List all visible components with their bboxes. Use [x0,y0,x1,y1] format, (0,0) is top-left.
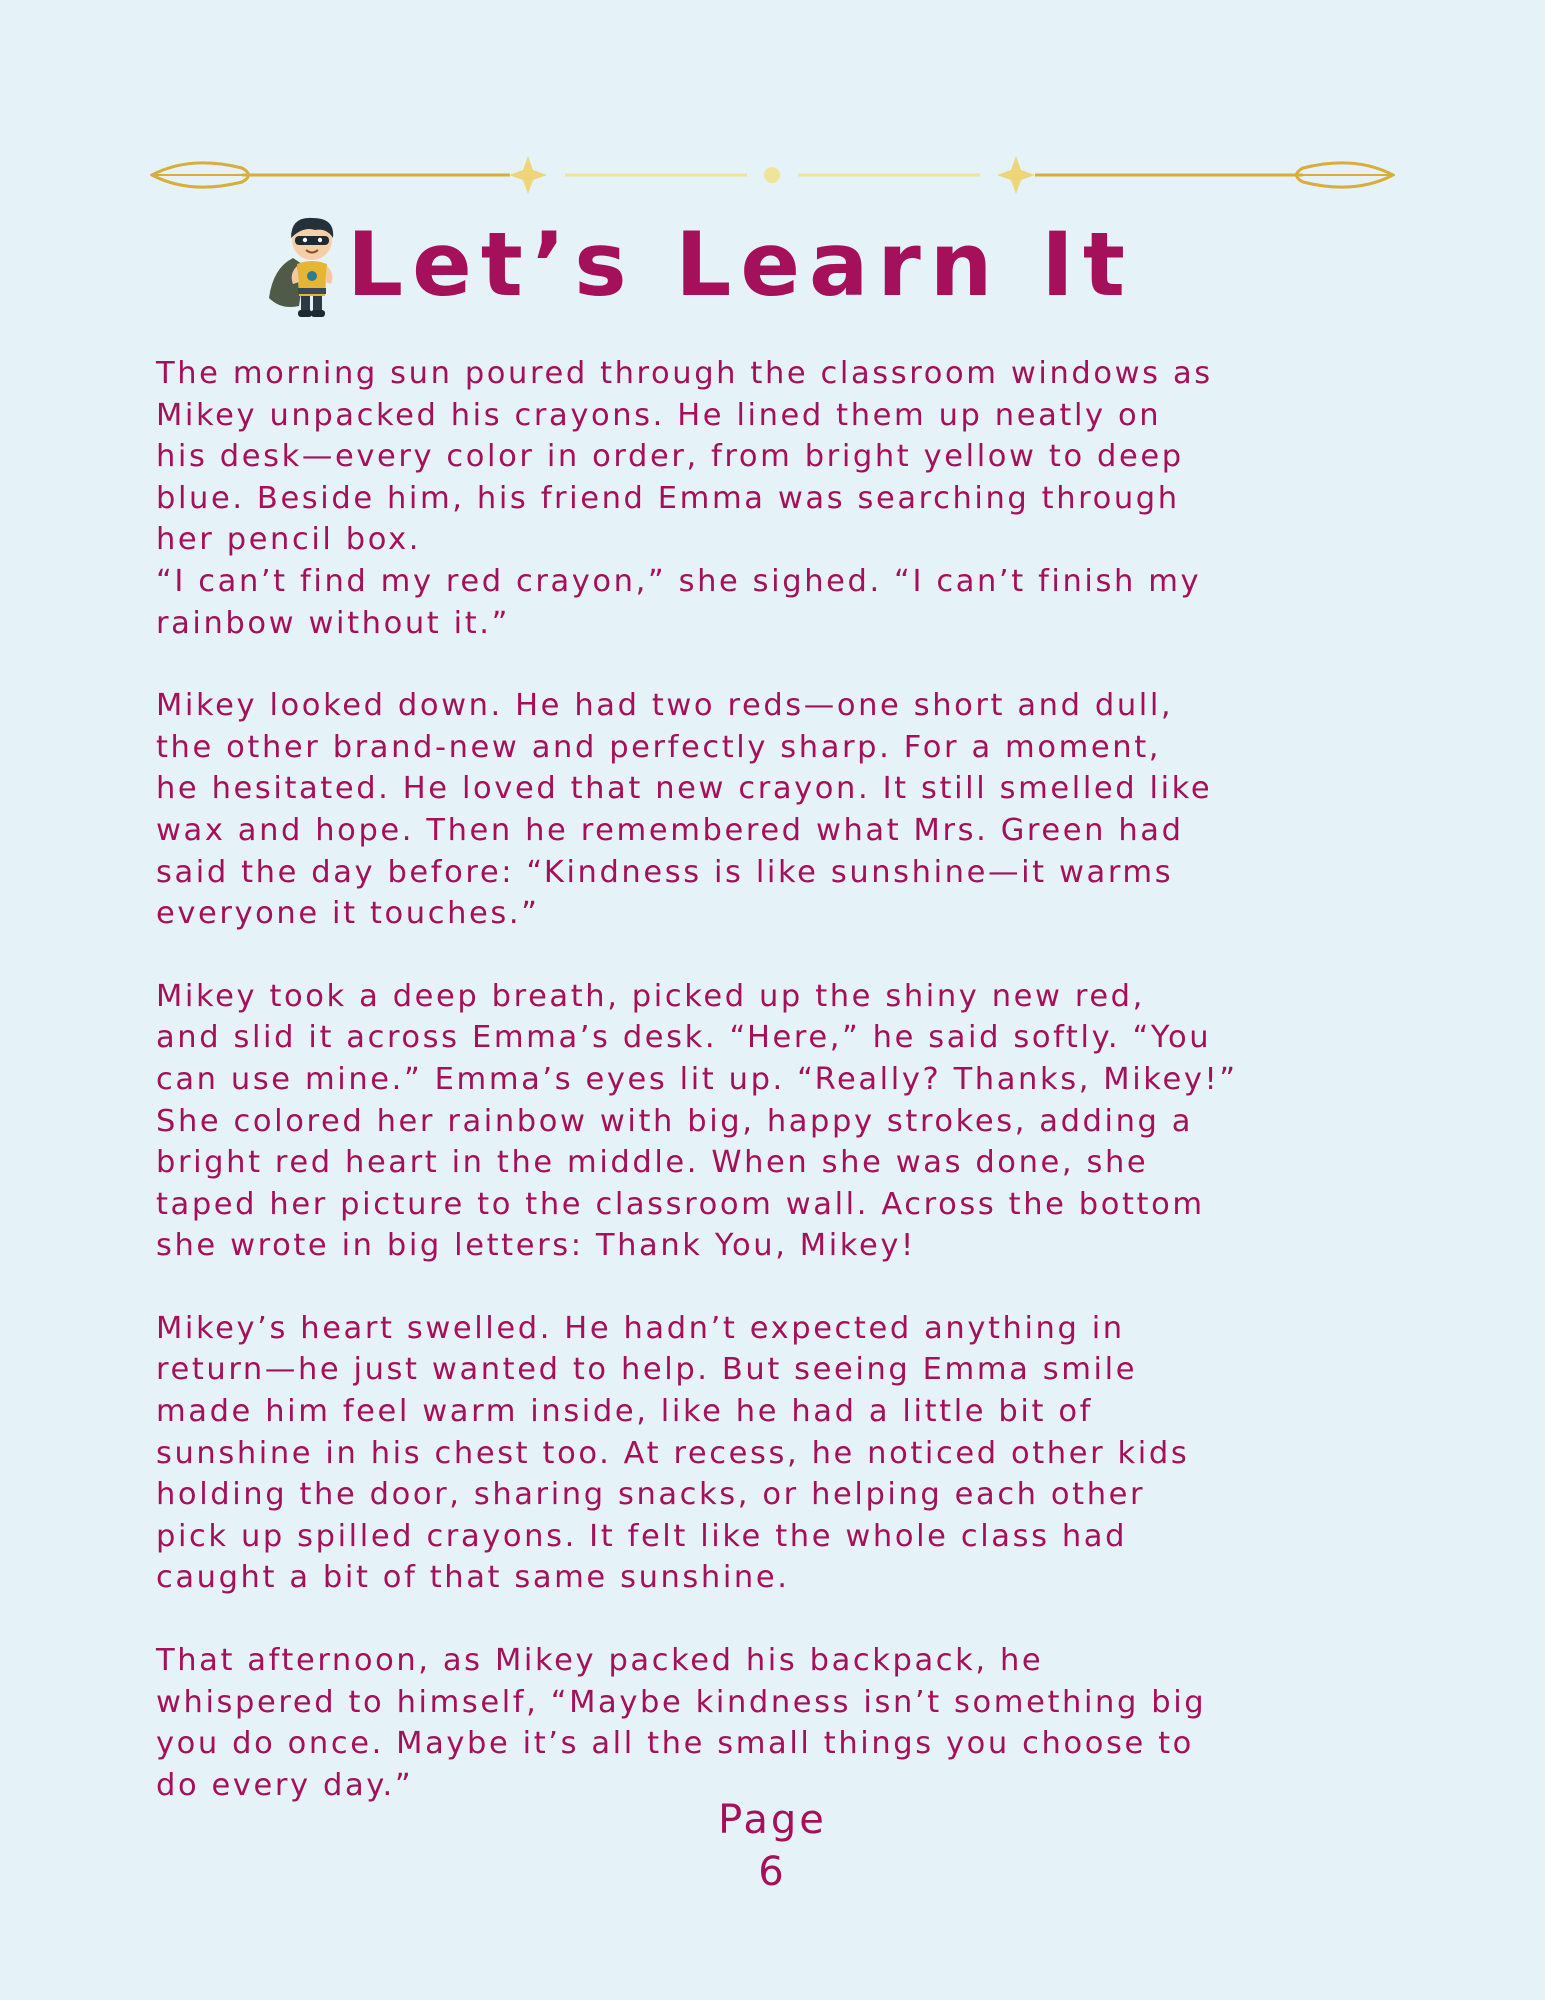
story-paragraph-4 [156,1308,1406,1599]
text-line: “I can’t find my red crayon,” she sighed. “I can’t finish my [156,563,1202,599]
page-label: Page [718,1797,827,1843]
text-line: pick up spilled crayons. It felt like the whole class had [156,1518,1128,1554]
text-line: the other brand-new and perfectly sharp. For a moment, [156,729,1162,765]
text-line: and slid it across Emma’s desk. “Here,” he said softly. “You [156,1020,1212,1056]
title-row [265,205,1134,325]
text-line: everyone it touches.” [156,896,540,932]
text-line: That afternoon, as Mikey packed his backpack, he [156,1643,1044,1679]
text-line: return—he just wanted to help. But seeing Emma smile [156,1352,1138,1388]
ornamental-divider [150,150,1395,200]
text-line: Mikey looked down. He had two reds—one short and dull, [156,688,1174,724]
page-number [0,1794,1545,1898]
text-line: her pencil box. [156,522,422,558]
text-line: he hesitated. He loved that new crayon. It still smelled like [156,771,1213,807]
story-paragraph-3 [156,976,1406,1267]
text-line: Mikey unpacked his crayons. He lined them up neatly on [156,397,1162,433]
text-line: wax and hope. Then he remembered what Mrs. Green had [156,812,1184,848]
text-line: caught a bit of that same sunshine. [156,1560,790,1596]
text-line: said the day before: “Kindness is like sunshine—it warms [156,854,1174,890]
text-line: she wrote in big letters: Thank You, Mikey! [156,1228,916,1264]
text-line: Mikey’s heart swelled. He hadn’t expected anything in [156,1310,1125,1346]
left-star-ornament [509,156,547,194]
story-paragraph-2 [156,685,1406,935]
text-line: sunshine in his chest too. At recess, he noticed other kids [156,1435,1190,1471]
story-paragraph-5 [156,1640,1406,1806]
text-line: rainbow without it.” [156,605,510,641]
text-line: made him feel warm inside, like he had a little bit of [156,1394,1093,1430]
text-line: you do once. Maybe it’s all the small things you choose to [156,1726,1194,1762]
right-star-ornament [997,156,1035,194]
text-line: bright red heart in the middle. When she was done, she [156,1145,1149,1181]
text-line: Mikey took a deep breath, picked up the shiny new red, [156,978,1145,1014]
superhero-boy-icon [265,210,345,320]
text-line: can use mine.” Emma’s eyes lit up. “Really? Thanks, Mikey!” [156,1061,1238,1097]
text-line: do every day.” [156,1767,414,1803]
text-line: blue. Beside him, his friend Emma was searching through [156,480,1180,516]
text-line: The morning sun poured through the classroom windows as [156,356,1213,391]
page-number-value: 6 [758,1849,787,1895]
text-line: taped her picture to the classroom wall. Across the bottom [156,1186,1205,1222]
text-line: whispered to himself, “Maybe kindness isn’t something big [156,1684,1207,1720]
center-dot-ornament [764,167,780,183]
story-paragraph-1 [156,353,1406,644]
text-line: his desk—every color in order, from bright yellow to deep [156,439,1184,475]
page-title: Let’s Learn It [347,213,1134,316]
story-text [156,353,1406,1847]
text-line: She colored her rainbow with big, happy strokes, adding a [156,1103,1194,1139]
text-line: holding the door, sharing snacks, or helping each other [156,1477,1146,1513]
